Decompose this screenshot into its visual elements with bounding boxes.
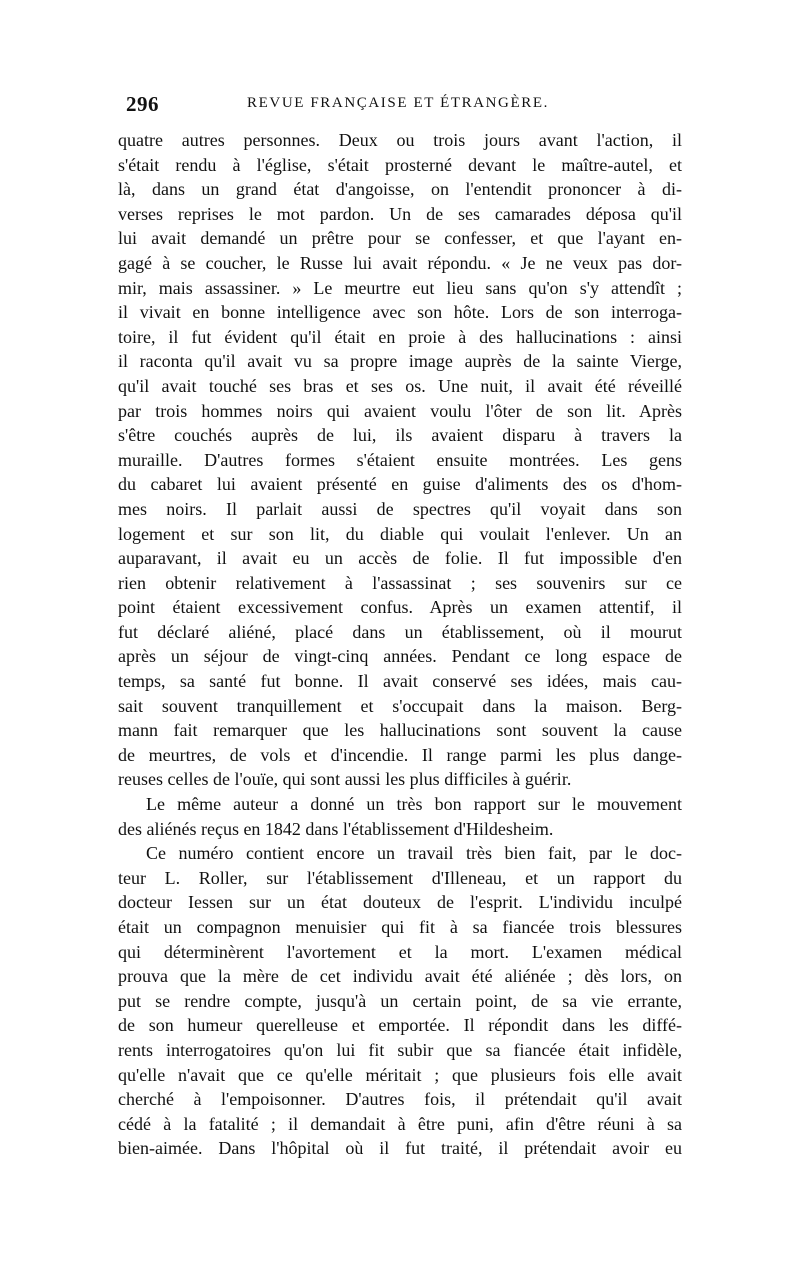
text-line: logement et sur son lit, du diable qui voulait l'enlever. Un an (118, 523, 682, 544)
text-line: auparavant, il avait eu un accès de folie. Il fut impossible d'en (118, 548, 682, 569)
text-line: rents interrogatoires qu'on lui fit subir que sa fiancée était infidèle, (118, 1039, 682, 1060)
text-line: prouva que la mère de cet individu avait été aliénée ; dès lors, on (118, 966, 682, 987)
text-line: gagé à se coucher, le Russe lui avait répondu. « Je ne veux pas dor- (118, 252, 682, 273)
text-line: cherché à l'empoisonner. D'autres fois, il prétendait qu'il avait (118, 1089, 682, 1110)
text-line: qu'il avait touché ses bras et ses os. Une nuit, il avait été réveillé (118, 375, 682, 396)
text-line: rien obtenir relativement à l'assassinat ; ses souvenirs sur ce (118, 572, 682, 593)
text-line: lui avait demandé un prêtre pour se confesser, et que l'ayant en- (118, 228, 682, 249)
text-line: il raconta qu'il avait vu sa propre image auprès de la sainte Vierge, (118, 351, 682, 372)
text-line: s'être couchés auprès de lui, ils avaient disparu à travers la (118, 425, 682, 446)
paragraph-end-line: reuses celles de l'ouïe, qui sont aussi les plus difficiles à guérir. (118, 769, 572, 790)
text-line: de meurtres, de vols et d'incendie. Il range parmi les plus dange- (118, 744, 682, 765)
text-line: sait souvent tranquillement et s'occupait dans la maison. Berg- (118, 695, 682, 716)
text-line: cédé à la fatalité ; il demandait à être puni, afin d'être réuni à sa (118, 1113, 682, 1134)
text-line: mes noirs. Il parlait aussi de spectres qu'il voyait dans son (118, 498, 682, 519)
text-line: point étaient excessivement confus. Après un examen attentif, il (118, 597, 682, 618)
text-line: s'était rendu à l'église, s'était prosterné devant le maître-autel, et (118, 154, 682, 175)
running-head (118, 92, 682, 118)
text-line: là, dans un grand état d'angoisse, on l'entendit prononcer à di- (118, 179, 682, 200)
text-line: mir, mais assassiner. » Le meurtre eut lieu sans qu'on s'y attendît ; (118, 277, 682, 298)
text-line: par trois hommes noirs qui avaient voulu l'ôter de son lit. Après (118, 400, 682, 421)
text-line: il vivait en bonne intelligence avec son hôte. Lors de son interroga- (118, 302, 682, 323)
paragraph-start-line: Ce numéro contient encore un travail très bien fait, par le doc- (146, 843, 682, 864)
paragraph-end-line: des aliénés reçus en 1842 dans l'établissement d'Hildesheim. (118, 818, 554, 839)
text-line: verses reprises le mot pardon. Un de ses camarades déposa qu'il (118, 203, 682, 224)
text-line: fut déclaré aliéné, placé dans un établissement, où il mourut (118, 621, 682, 642)
text-line: teur L. Roller, sur l'établissement d'Illeneau, et un rapport du (118, 867, 682, 888)
text-line: qui déterminèrent l'avortement et la mort. L'examen médical (118, 941, 682, 962)
page-number: 296 (126, 92, 159, 116)
text-line: temps, sa santé fut bonne. Il avait conservé ses idées, mais cau- (118, 671, 682, 692)
text-line: toire, il fut évident qu'il était en proie à des hallucinations : ainsi (118, 326, 682, 347)
body-text (118, 128, 682, 1161)
text-line: qu'elle n'avait que ce qu'elle méritait ; que plusieurs fois elle avait (118, 1064, 682, 1085)
text-line: quatre autres personnes. Deux ou trois jours avant l'action, il (118, 130, 682, 150)
text-line: après un séjour de vingt-cinq années. Pendant ce long espace de (118, 646, 682, 667)
text-line: de son humeur querelleuse et emportée. Il répondit dans les diffé- (118, 1015, 682, 1036)
text-line: docteur Iessen sur un état douteux de l'esprit. L'individu inculpé (118, 892, 682, 913)
text-line: mann fait remarquer que les hallucinations sont souvent la cause (118, 720, 682, 741)
text-line: put se rendre compte, jusqu'à un certain point, de sa vie errante, (118, 990, 682, 1011)
text-line: bien-aimée. Dans l'hôpital où il fut traité, il prétendait avoir eu (118, 1138, 682, 1159)
journal-title: REVUE FRANÇAISE ET ÉTRANGÈRE. (247, 95, 549, 111)
text-line: du cabaret lui avaient présenté en guise d'aliments des os d'hom- (118, 474, 682, 495)
text-line: était un compagnon menuisier qui fit à sa fiancée trois blessures (118, 917, 682, 937)
text-line: muraille. D'autres formes s'étaient ensuite montrées. Les gens (118, 449, 682, 470)
paragraph-start-line: Le même auteur a donné un très bon rapport sur le mouvement (146, 794, 682, 815)
